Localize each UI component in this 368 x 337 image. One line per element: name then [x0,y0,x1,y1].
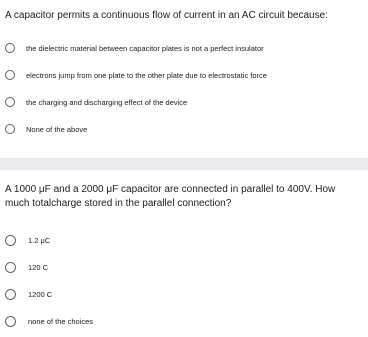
option-1-4[interactable] [5,122,87,136]
option-label: the dielectric material between capacitor plates is not a perfect insulator [26,43,264,53]
section-divider [0,158,368,170]
question-text: A capacitor permits a continuous flow of current in an AC circuit because: [5,10,328,21]
radio-button[interactable] [5,124,15,134]
option-2-3[interactable] [5,287,52,301]
option-label: 1.2 μC [28,235,51,245]
radio-button[interactable] [5,97,15,107]
radio-button[interactable] [5,43,15,53]
option-label: none of the choices [28,316,94,326]
option-2-2[interactable] [5,260,48,274]
option-label: 1200 C [28,289,53,299]
option-label: electrons jump from one plate to the other plate due to electrostatic force [26,70,267,80]
option-2-1[interactable] [5,233,50,247]
radio-button[interactable] [5,235,16,246]
option-1-2[interactable] [5,68,267,82]
radio-button[interactable] [5,70,15,80]
question-card-2 [0,170,368,337]
option-label: 120 C [28,262,49,272]
radio-button[interactable] [5,289,16,300]
question-card-1 [0,0,368,158]
option-label: None of the above [26,124,88,134]
option-2-4[interactable] [5,314,93,328]
radio-button[interactable] [5,262,16,273]
radio-button[interactable] [5,316,16,327]
option-1-3[interactable] [5,95,187,109]
option-label: the charging and discharging effect of the device [26,97,188,107]
option-1-1[interactable] [5,41,264,55]
question-text: A 1000 μF and a 2000 μF capacitor are connected in parallel to 400V. How much totalcharge stored in the parallel connection? [5,184,336,209]
